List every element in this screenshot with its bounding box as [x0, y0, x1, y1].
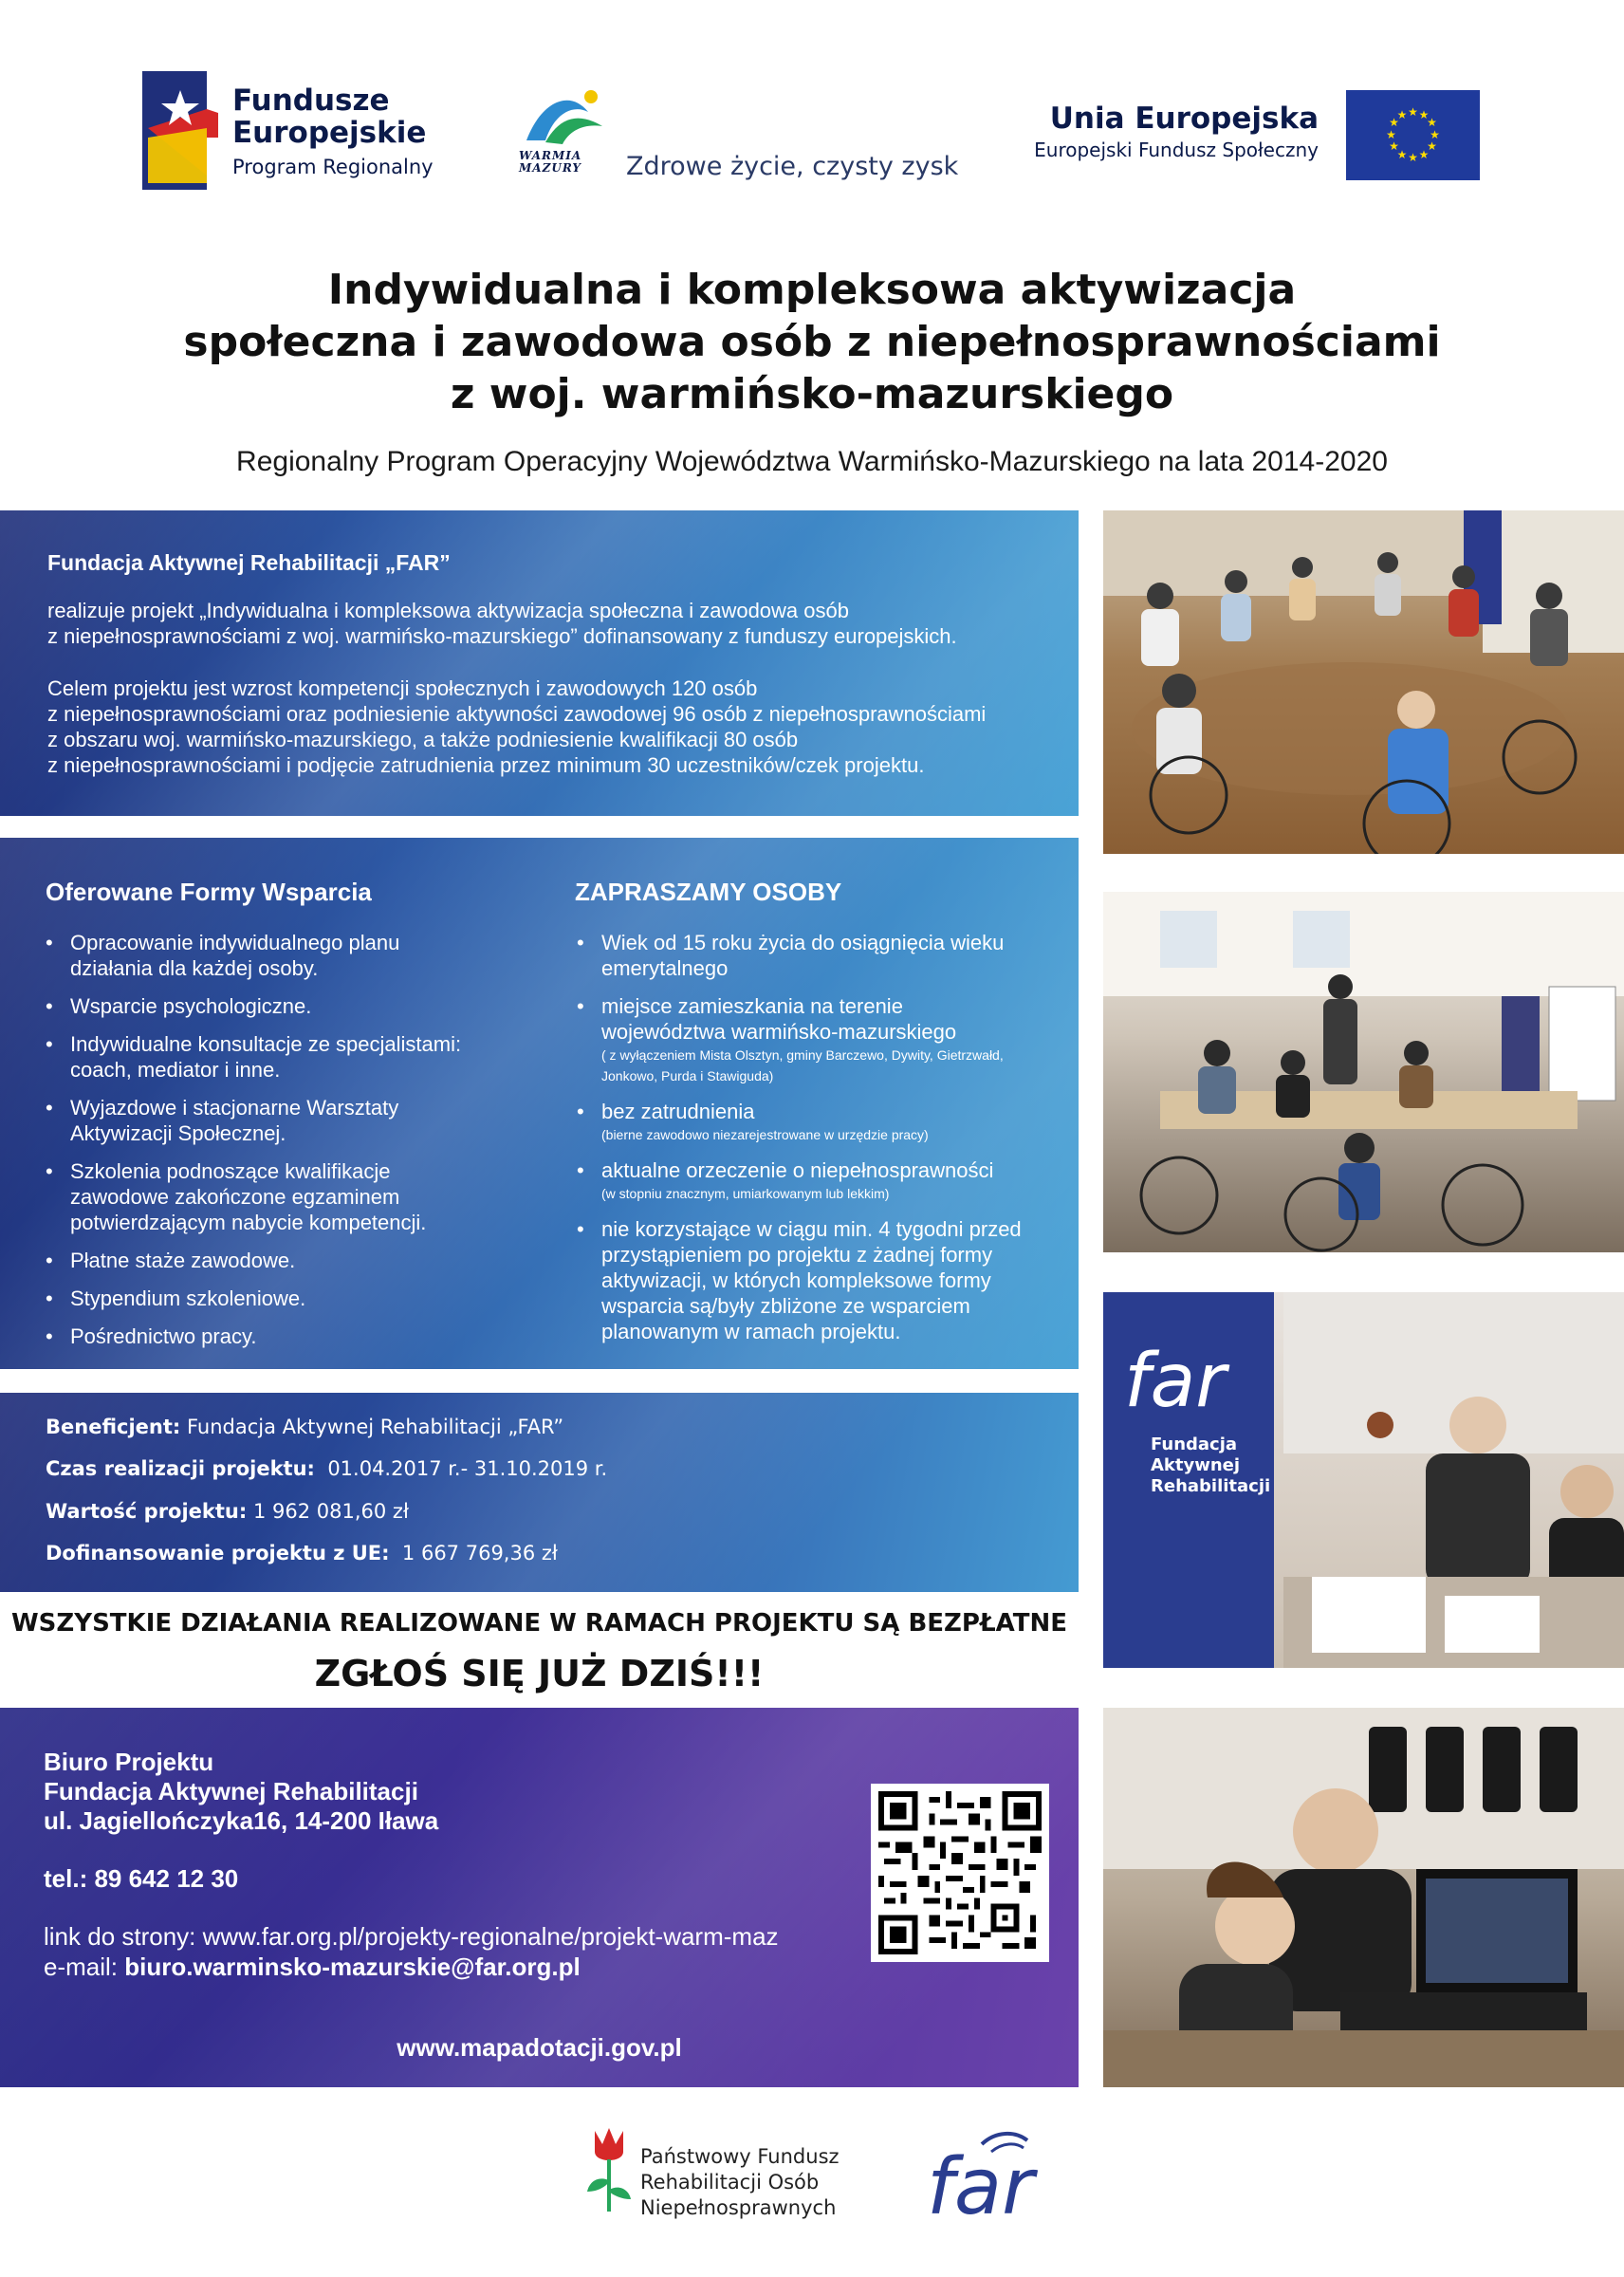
- mapadotacji-link[interactable]: www.mapadotacji.gov.pl: [397, 2033, 682, 2062]
- photo-computer-work: [1103, 1708, 1624, 2087]
- invite-heading: ZAPRASZAMY OSOBY: [575, 878, 842, 906]
- pfron-line: Rehabilitacji Osób: [640, 2171, 820, 2194]
- svg-text:★: ★: [1418, 148, 1430, 161]
- unia-europejska-logo: [1024, 90, 1480, 185]
- ue-line2: Europejski Fundusz Społeczny: [1034, 139, 1319, 161]
- photo-consultation: [1103, 1292, 1624, 1668]
- list-item-text: województwa warmińsko-mazurskiego: [601, 1020, 957, 1044]
- intro-para2-line: z niepełnosprawnościami oraz podniesienie aktywności zawodowej 96 osób z niepełnosprawnościami: [47, 702, 987, 726]
- main-title: [0, 264, 1624, 420]
- intro-panel: [0, 510, 1079, 816]
- office-address: ul. Jagiellończyka16, 14-200 Iława: [44, 1806, 439, 1835]
- tulip-icon: [583, 2123, 636, 2218]
- funding-label: Dofinansowanie projektu z UE:: [46, 1542, 390, 1564]
- list-item-text: • Wsparcie psychologiczne.: [70, 994, 312, 1018]
- title-line3: z woj. warmińsko-mazurskiego: [450, 370, 1174, 418]
- list-item-text: • Szkolenia podnoszące kwalifikacje: [70, 1159, 391, 1183]
- photo-workshop-circle: [1103, 510, 1624, 854]
- list-item-text: • Wiek od 15 roku życia do osiągnięcia wieku: [601, 931, 1005, 954]
- fe-line1: Fundusze: [232, 83, 390, 118]
- intro-para2-line: Celem projektu jest wzrost kompetencji społecznych i zawodowych 120 osób: [47, 676, 758, 700]
- list-item: [42, 1031, 535, 1083]
- list-item-text: • miejsce zamieszkania na terenie: [601, 994, 903, 1018]
- value-value: 1 962 081,60 zł: [252, 1500, 409, 1523]
- support-heading: Oferowane Formy Wsparcia: [46, 878, 372, 906]
- list-item-text: przystąpieniem po projektu z żadnej formy: [601, 1243, 993, 1267]
- list-item-text: Aktywizacji Społecznej.: [70, 1121, 286, 1145]
- list-item-note: (bierne zawodowo niezarejestrowane w urzędzie pracy): [601, 1127, 929, 1142]
- support-panel: [0, 838, 1079, 1369]
- list-item-text: • Opracowanie indywidualnego planu: [70, 931, 400, 954]
- far-logo-icon: [925, 2123, 1048, 2228]
- website-link-line: [44, 1922, 779, 1952]
- photo-classroom: [1103, 892, 1624, 1252]
- far-logo: [925, 2123, 1048, 2228]
- list-item-text: • Indywidualne konsultacje ze specjalistami:: [70, 1032, 462, 1056]
- subtitle: Regionalny Program Operacyjny Województwa Warmińsko-Mazurskiego na lata 2014-2020: [236, 446, 1388, 477]
- qr-code-icon: [878, 1791, 1042, 1954]
- list-item-text: emerytalnego: [601, 956, 729, 980]
- list-item: [42, 1095, 535, 1146]
- list-item: [42, 1324, 535, 1349]
- pfron-logo: [583, 2123, 887, 2228]
- list-item-text: • bez zatrudnienia: [601, 1100, 755, 1123]
- list-item-text: • Pośrednictwo pracy.: [70, 1324, 257, 1348]
- period-label: Czas realizacji projektu:: [46, 1457, 315, 1480]
- email-line: [44, 1953, 581, 1982]
- fundusze-europejskie-logo: [142, 71, 455, 194]
- list-item-text: potwierdzającym nabycie kompetencji.: [70, 1211, 427, 1234]
- invite-list: [573, 930, 1066, 1357]
- title-line2: społeczna i zawodowa osób z niepełnosprawnościami: [183, 318, 1441, 366]
- intro-para2-line: z obszaru woj. warmińsko-mazurskiego, a także podniesienie kwalifikacji 80 osób: [47, 728, 799, 751]
- ue-text: [1034, 102, 1319, 164]
- pfron-line: Niepełnosprawnych: [640, 2196, 837, 2219]
- list-item: [42, 1248, 535, 1273]
- period-line: [46, 1457, 607, 1480]
- fe-text: [232, 84, 434, 181]
- list-item-text: aktywizacji, w których kompleksowe formy: [601, 1268, 991, 1292]
- list-item-note: ( z wyłączeniem Mista Olsztyn, gminy Barczewo, Dywity, Gietrzwałd,: [601, 1047, 1004, 1063]
- list-item-text: • Wyjazdowe i stacjonarne Warsztaty: [70, 1096, 399, 1120]
- svg-text:★: ★: [1389, 116, 1399, 129]
- list-item-text: zawodowe zakończone egzaminem: [70, 1185, 400, 1209]
- intro-para1-line: realizuje projekt „Indywidualna i kompleksowa aktywizacja społeczna i zawodowa osób: [47, 599, 849, 622]
- intro-para2-line: z niepełnosprawnościami i podjęcie zatrudnienia przez minimum 30 uczestników/czek projektu.: [47, 753, 925, 777]
- project-page-link[interactable]: www.far.org.pl/projekty-regionalne/projekt-warm-maz: [202, 1922, 779, 1951]
- support-list: [42, 930, 535, 1361]
- list-item: [573, 1157, 1066, 1204]
- svg-text:far: far: [1124, 1339, 1227, 1424]
- svg-text:★: ★: [1389, 139, 1399, 153]
- list-item-note: Jonkowo, Purda i Stawiguda): [601, 1068, 774, 1083]
- svg-text:★: ★: [1430, 128, 1440, 141]
- project-info-panel: [0, 1393, 1079, 1592]
- beneficiary-line: [46, 1416, 563, 1438]
- funding-line: [46, 1542, 558, 1564]
- fe-line2: Europejskie: [232, 116, 427, 150]
- list-item: [42, 930, 535, 981]
- phone-number: tel.: 89 642 12 30: [44, 1864, 239, 1893]
- signup-call: ZGŁOŚ SIĘ JUŻ DZIŚ!!!: [314, 1653, 765, 1694]
- list-item-text: planowanym w ramach projektu.: [601, 1320, 901, 1343]
- svg-text:★: ★: [1408, 105, 1418, 119]
- svg-text:★: ★: [1427, 139, 1437, 153]
- value-label: Wartość projektu:: [46, 1500, 248, 1523]
- svg-text:far: far: [927, 2142, 1034, 2228]
- fe-emblem-icon: [142, 71, 218, 190]
- list-item-text: • Płatne staże zawodowe.: [70, 1249, 296, 1272]
- intro-para2: [47, 676, 986, 778]
- eu-flag-icon: [1346, 90, 1480, 180]
- period-value: 01.04.2017 r.- 31.10.2019 r.: [327, 1457, 608, 1480]
- title-line1: Indywidualna i kompleksowa aktywizacja: [327, 266, 1297, 314]
- list-item: [42, 1286, 535, 1311]
- office-line1: Biuro Projektu: [44, 1748, 214, 1776]
- list-item-note: (w stopniu znacznym, umiarkowanym lub lekkim): [601, 1186, 890, 1201]
- email-label: e-mail:: [44, 1953, 119, 1981]
- list-item: [573, 993, 1066, 1086]
- beneficiary-label: Beneficjent:: [46, 1416, 181, 1438]
- contact-panel: [0, 1708, 1079, 2087]
- list-item: [42, 1158, 535, 1235]
- intro-para1-line: z niepełnosprawnościami z woj. warmińsko-mazurskiego” dofinansowany z funduszy europejskich.: [47, 624, 957, 648]
- email-link[interactable]: biuro.warminsko-mazurskie@far.org.pl: [124, 1953, 581, 1981]
- link-label: link do strony:: [44, 1922, 196, 1951]
- list-item-text: działania dla każdej osoby.: [70, 956, 319, 980]
- list-item: [573, 1099, 1066, 1145]
- list-item: [573, 1216, 1066, 1344]
- list-item: [42, 993, 535, 1019]
- value-line: [46, 1500, 409, 1523]
- beneficiary-value: Fundacja Aktywnej Rehabilitacji „FAR”: [186, 1416, 564, 1438]
- ue-line1: Unia Europejska: [1049, 102, 1319, 136]
- list-item-text: • nie korzystające w ciągu min. 4 tygodni przed: [601, 1217, 1022, 1241]
- svg-text:★: ★: [1396, 108, 1408, 121]
- list-item: [573, 930, 1066, 981]
- warmia-mazury-logo: [517, 83, 631, 188]
- free-activities-notice: WSZYSTKIE DZIAŁANIA REALIZOWANE W RAMACH PROJEKTU SĄ BEZPŁATNE: [11, 1609, 1067, 1638]
- svg-text:★: ★: [1396, 148, 1408, 161]
- wm-word1: WARMIA: [519, 149, 582, 162]
- wm-word2: MAZURY: [519, 161, 581, 175]
- warmia-mazury-emblem-icon: [517, 83, 612, 150]
- fe-line3: Program Regionalny: [232, 156, 434, 178]
- list-item-text: wsparcia są/były zbliżone ze wsparciem: [601, 1294, 970, 1318]
- pfron-line: Państwowy Fundusz: [640, 2145, 840, 2168]
- list-item-text: • Stypendium szkoleniowe.: [70, 1287, 306, 1310]
- intro-para1: [47, 598, 957, 649]
- wm-word: [519, 150, 581, 175]
- list-item-text: coach, mediator i inne.: [70, 1058, 281, 1082]
- wm-slogan: Zdrowe życie, czysty zysk: [626, 152, 959, 181]
- svg-text:★: ★: [1386, 128, 1396, 141]
- qr-code[interactable]: [871, 1784, 1049, 1962]
- svg-text:★: ★: [1418, 108, 1430, 121]
- pfron-text: [640, 2144, 840, 2221]
- svg-text:★: ★: [1427, 116, 1437, 129]
- svg-text:★: ★: [1408, 151, 1418, 164]
- office-line2: Fundacja Aktywnej Rehabilitacji: [44, 1777, 418, 1805]
- funding-value: 1 667 769,36 zł: [401, 1542, 558, 1564]
- far-banner-text: Fundacja Aktywnej Rehabilitacji: [1151, 1435, 1271, 1496]
- intro-heading: Fundacja Aktywnej Rehabilitacji „FAR”: [47, 550, 451, 575]
- list-item-text: • aktualne orzeczenie o niepełnosprawności: [601, 1158, 994, 1182]
